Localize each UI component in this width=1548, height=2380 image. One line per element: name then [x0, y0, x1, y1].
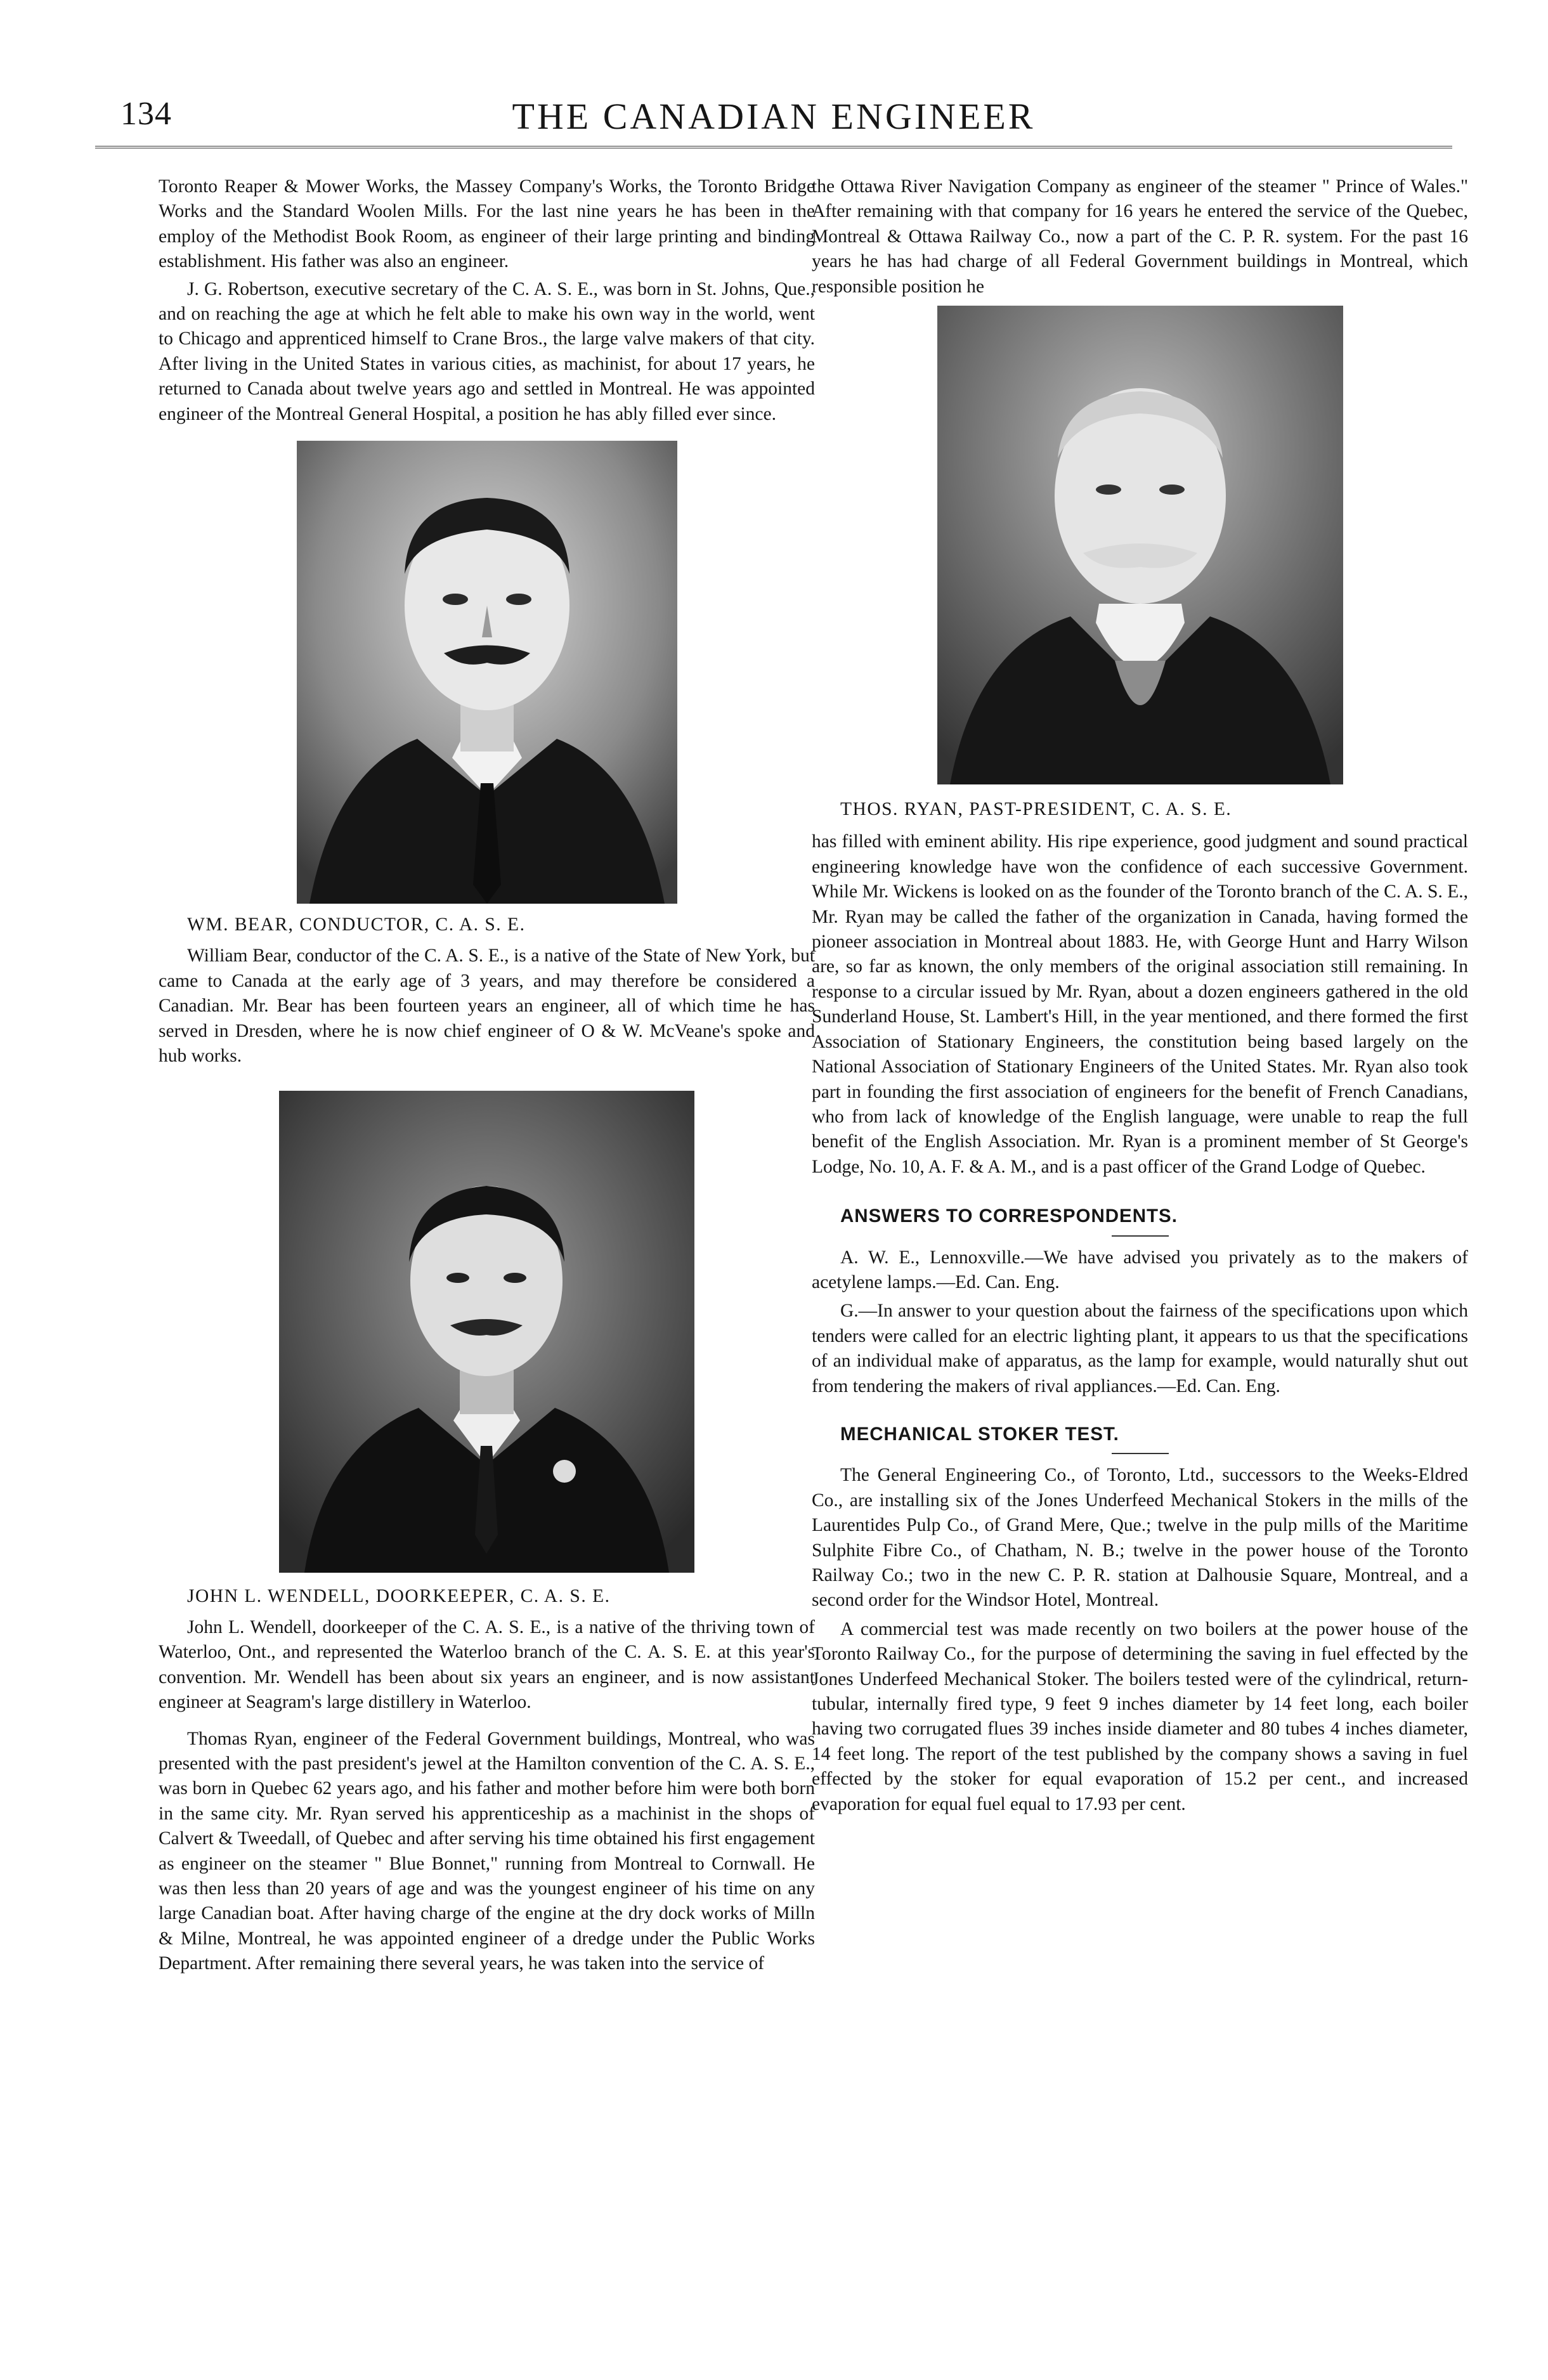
right-column	[812, 174, 1468, 1817]
portrait-thos-ryan-photo	[937, 306, 1343, 784]
para-stoker-2: A commercial test was made recently on two boilers at the power house of the Toronto Railway Co., for the purpose of determining the saving in fuel effected by the Jones Underfeed Mechanical Stoker. The boilers tested were of the cylindrical, return-tubular, internally fired type, 9 feet 9 inches diameter by 14 feet long, each boiler having two corrugated flues 39 inches inside diameter and 80 tubes 4 inches diameter, 14 feet long. The report of the test published by the company shows a saving in fuel effected by the stoker for equal evaporation of 15.2 per cent., and increased evaporation for equal fuel equal to 17.93 per cent.	[812, 1618, 1468, 1814]
portrait-john-wendell-photo	[279, 1091, 694, 1573]
para-ryan-continued-2: has filled with eminent ability. His ripe experience, good judgment and sound practical engineering knowledge have won the confidence of each successive Government. While Mr. Wickens is looked on as the founder of the Toronto branch of the C. A. S. E., Mr. Ryan may be called the father of the organization in Canada, having formed the pioneer association in Montreal about 1883. He, with George Hunt and Harry Wilson are, so far as known, the only members of the original association still remaining. In response to a circular issued by Mr. Ryan, about a dozen engineers gathered in the old Sunderland House, St. Lambert's Hill, in the year mentioned, and there formed the first Association of Stationary Engineers, the constitution being based largely on the National Association of Stationary Engineers of the United States. Mr. Ryan also took part in founding the first association of engineers for the benefit of French Canadians, who from lack of knowledge of the English language, were unable to reap the full benefit of the English Association. Mr. Ryan is a prominent member of St George's Lodge, No. 10, A. F. & A. M., and is a past officer of the Grand Lodge of Quebec.	[812, 831, 1468, 1177]
caption-thos-ryan: THOS. RYAN, PAST-PRESIDENT, C. A. S. E.	[840, 799, 1232, 820]
para-bear: William Bear, conductor of the C. A. S. E., is a native of the State of New York, but came to Canada at the early age of 3 years, and may therefore be considered a Canadian. Mr. Bear has been fourteen years an engineer, all of which time he has served in Dresden, where he is now chief engineer of O & W. McVeane's spoke and hub works.	[159, 946, 815, 1067]
heading-answers-to-correspondents: ANSWERS TO CORRESPONDENTS.	[840, 1206, 1178, 1227]
caption-wm-bear: WM. BEAR, CONDUCTOR, C. A. S. E.	[187, 914, 526, 935]
para-thomas-ryan: Thomas Ryan, engineer of the Federal Government buildings, Montreal, who was presented with the past president's jewel at the Hamilton convention of the C. A. S. E., was born in Quebec 62 years ago, and his father and mother before him were both born in the same city. Mr. Ryan served his apprenticeship as a machinist in the shops of Calvert & Tweedall, of Quebec and after serving his time obtained his first engagement as engineer on the steamer " Blue Bonnet," running from Montreal to Cornwall. He was then less than 20 years of age and was the youngest engineer of his time on any large Canadian boat. After having charge of the engine at the dry dock works of Milln & Milne, Montreal, he was appointed engineer of a dredge under the Public Works Department. After remaining there several years, he was taken into the service of	[159, 1728, 815, 1974]
header-rule	[95, 146, 1452, 148]
left-column	[159, 174, 815, 1977]
para-answer-g: G.—In answer to your question about the fairness of the specifications upon which tenders were called for an electric lighting plant, it appears to us that the specifications of an individual make of apparatus, as the lamp for example, would naturally shut out from tendering the makers of rival appliances.—Ed. Can. Eng.	[812, 1301, 1468, 1396]
heading-mechanical-stoker-test: MECHANICAL STOKER TEST.	[840, 1423, 1119, 1445]
para-answer-awe: A. W. E., Lennoxville.—We have advised you privately as to the makers of acetylene lamps.—Ed. Can. Eng.	[812, 1247, 1468, 1292]
para-stoker-1: The General Engineering Co., of Toronto, Ltd., successors to the Weeks-Eldred Co., are installing six of the Jones Underfeed Mechanical Stokers in the mills of the Laurentides Pulp Co., of Grand Mere, Que.; twelve in the pulp mills of the Maritime Sulphite Fibre Co., of Chatham, N. B.; twelve in the power house of the Toronto Railway Co.; two in the new C. P. R. station at Dalhousie Square, Montreal, and a second order for the Windsor Hotel, Montreal.	[812, 1465, 1468, 1611]
para-ryan-continued: the Ottawa River Navigation Company as engineer of the steamer " Prince of Wales." After remaining with that company for 16 years he entered the service of the Quebec, Montreal & Ottawa Railway Co., now a part of the C. P. R. system. For the past 16 years he has had charge of all Federal Government buildings in Montreal, which responsible position he	[812, 176, 1468, 297]
heading-rule	[1112, 1453, 1169, 1454]
heading-rule	[1112, 1235, 1169, 1237]
para-wendell: John L. Wendell, doorkeeper of the C. A. S. E., is a native of the thriving town of Waterloo, Ont., and represented the Waterloo branch of the C. A. S. E. at this year's convention. Mr. Wendell has been about six years an engineer, and is now assistant engineer at Seagram's large distillery in Waterloo.	[159, 1616, 815, 1713]
running-title: THE CANADIAN ENGINEER	[512, 96, 1036, 137]
caption-john-wendell: JOHN L. WENDELL, DOORKEEPER, C. A. S. E.	[187, 1585, 611, 1606]
portrait-thos-ryan-image	[937, 306, 1343, 784]
para-toronto-reaper: Toronto Reaper & Mower Works, the Massey Company's Works, the Toronto Bridge Works and the Standard Woolen Mills. For the last nine years he has been in the employ of the Methodist Book Room, as engineer of their large printing and binding establishment. His father was also an engineer.	[159, 176, 815, 272]
page-number: 134	[120, 96, 172, 132]
portrait-wm-bear-image	[297, 441, 677, 904]
portrait-wm-bear-photo	[297, 441, 677, 904]
para-robertson: J. G. Robertson, executive secretary of the C. A. S. E., was born in St. Johns, Que., and on reaching the age at which he felt able to make his own way in the world, went to Chicago and apprenticed himself to Crane Bros., the large valve makers of that city. After living in the United States in various cities, as machinist, for about 17 years, he returned to Canada about twelve years ago and settled in Montreal. He was appointed engineer of the Montreal General Hospital, a position he has ably filled ever since.	[159, 278, 815, 424]
portrait-john-wendell-image	[279, 1091, 694, 1573]
page-header	[95, 95, 1452, 143]
